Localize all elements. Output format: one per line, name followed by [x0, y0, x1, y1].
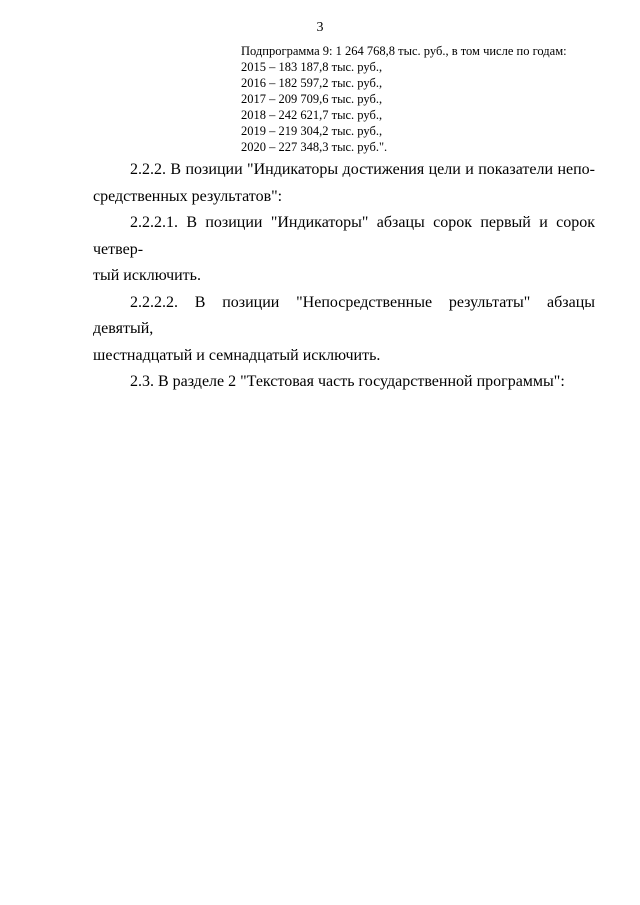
paragraph-line: тый исключить.: [93, 267, 201, 284]
funding-header: Подпрограмма 9: 1 264 768,8 тыс. руб., в том числе по годам:: [241, 44, 567, 58]
page-number: 3: [316, 20, 324, 35]
funding-year-2019: 2019 – 219 304,2 тыс. руб.,: [241, 124, 383, 138]
paragraph-2-2-2: [93, 157, 595, 210]
funding-year-2020: 2020 – 227 348,3 тыс. руб.".: [241, 140, 388, 154]
paragraph-line: 2.2.2. В позиции "Индикаторы достижения цели и показатели непо-: [130, 161, 595, 178]
paragraph-2-2-2-2: [93, 290, 595, 370]
paragraph-line: 2.3. В разделе 2 "Текстовая часть государственной программы":: [130, 373, 565, 390]
paragraph-line: шестнадцатый и семнадцатый исключить.: [93, 346, 381, 364]
paragraph-line: средственных результатов":: [93, 187, 283, 205]
paragraph-line: 2.2.2.2. В позиции "Непосредственные результаты" абзацы девятый,: [93, 293, 595, 337]
paragraph-2-3: [93, 369, 595, 396]
funding-year-2016: 2016 – 182 597,2 тыс. руб.,: [241, 76, 383, 90]
document-body: [93, 157, 595, 396]
paragraph-2-2-2-1: [93, 210, 595, 290]
funding-year-2015: 2015 – 183 187,8 тыс. руб.,: [241, 60, 383, 74]
paragraph-line: 2.2.2.1. В позиции "Индикаторы" абзацы сорок первый и сорок четвер-: [93, 214, 595, 258]
funding-year-2017: 2017 – 209 709,6 тыс. руб.,: [241, 92, 383, 106]
funding-year-2018: 2018 – 242 621,7 тыс. руб.,: [241, 108, 383, 122]
funding-block: [241, 43, 601, 155]
